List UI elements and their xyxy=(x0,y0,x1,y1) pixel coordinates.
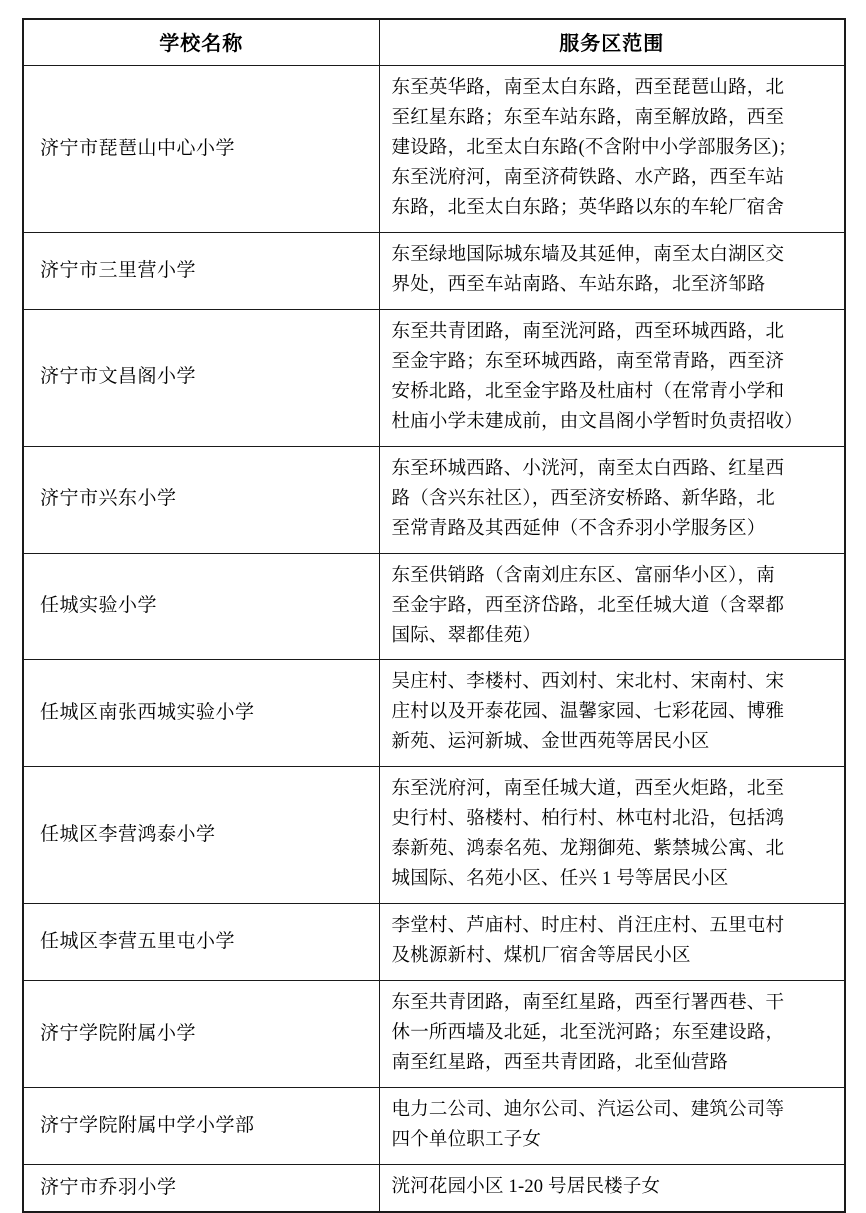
column-header-service-range: 服务区范围 xyxy=(379,19,845,66)
service-range-line: 安桥北路，北至金宇路及杜庙村（在常青小学和 xyxy=(391,381,785,402)
school-name-cell: 济宁市兴东小学 xyxy=(23,446,379,553)
table-row xyxy=(23,446,845,553)
table-row xyxy=(23,904,845,981)
table-row xyxy=(23,309,845,446)
service-range-line: 至金宇路；东至环城西路，南至常青路，西至济 xyxy=(391,351,785,372)
service-range-line: 东至洸府河，南至济荷铁路、水产路，西至车站 xyxy=(391,167,785,188)
service-range-line: 东路，北至太白东路；英华路以东的车轮厂宿舍 xyxy=(391,197,785,218)
service-range-line: 国际、翠都佳苑） xyxy=(391,625,542,646)
service-range-line: 及桃源新村、煤机厂宿舍等居民小区 xyxy=(391,946,691,967)
service-range-line: 至金宇路，西至济岱路，北至任城大道（含翠都 xyxy=(391,595,785,616)
service-range-cell xyxy=(379,553,845,660)
service-range-line: 界处，西至车站南路、车站东路，北至济邹路 xyxy=(391,274,766,295)
service-range-line: 城国际、名苑小区、任兴 1 号等居民小区 xyxy=(391,869,729,890)
school-name-cell: 任城区南张西城实验小学 xyxy=(23,660,379,767)
school-name-cell: 济宁学院附属小学 xyxy=(23,981,379,1088)
service-range-line: 东至环城西路、小洸河，南至太白西路、红星西 xyxy=(391,458,785,479)
service-range-line: 建设路，北至太白东路(不含附中小学部服务区)； xyxy=(391,137,797,158)
service-range-cell xyxy=(379,981,845,1088)
service-range-line: 泰新苑、鸿泰名苑、龙翔御苑、紫禁城公寓、北 xyxy=(391,839,785,860)
service-range-line: 新苑、运河新城、金世西苑等居民小区 xyxy=(391,732,710,753)
service-range-line: 电力二公司、迪尔公司、汽运公司、建筑公司等 xyxy=(391,1100,785,1121)
table-row xyxy=(23,232,845,309)
service-range-line: 四个单位职工子女 xyxy=(391,1130,542,1151)
table-row xyxy=(23,767,845,904)
school-name-cell: 济宁市文昌阁小学 xyxy=(23,309,379,446)
table-body xyxy=(23,66,845,1213)
table-row xyxy=(23,553,845,660)
table-header xyxy=(23,19,845,66)
table-row xyxy=(23,1165,845,1212)
school-name-cell: 济宁市三里营小学 xyxy=(23,232,379,309)
school-name-cell: 济宁学院附属中学小学部 xyxy=(23,1088,379,1165)
service-range-cell xyxy=(379,309,845,446)
service-range-line: 吴庄村、李楼村、西刘村、宋北村、宋南村、宋 xyxy=(391,672,785,693)
service-range-line: 史行村、骆楼村、柏行村、林屯村北沿，包括鸿 xyxy=(391,809,785,830)
column-header-school-name: 学校名称 xyxy=(23,19,379,66)
table-row xyxy=(23,66,845,233)
service-range-cell xyxy=(379,1165,845,1212)
service-range-line: 庄村以及开泰花园、温馨家园、七彩花园、博雅 xyxy=(391,702,785,723)
service-range-line: 洸河花园小区 1-20 号居民楼子女 xyxy=(391,1177,661,1198)
service-range-line: 南至红星路，西至共青团路，北至仙营路 xyxy=(391,1053,729,1074)
service-range-line: 东至共青团路，南至红星路，西至行署西巷、干 xyxy=(391,993,785,1014)
service-range-line: 路（含兴东社区），西至济安桥路、新华路，北 xyxy=(391,488,775,509)
school-name-cell: 任城区李营鸿泰小学 xyxy=(23,767,379,904)
school-name-cell: 济宁市乔羽小学 xyxy=(23,1165,379,1212)
school-name-cell: 济宁市琵琶山中心小学 xyxy=(23,66,379,233)
service-range-line: 至红星东路；东至车站东路，南至解放路，西至 xyxy=(391,107,785,128)
table-row xyxy=(23,981,845,1088)
service-range-cell xyxy=(379,232,845,309)
service-range-cell xyxy=(379,66,845,233)
service-range-cell xyxy=(379,1088,845,1165)
table-row xyxy=(23,660,845,767)
service-range-cell xyxy=(379,446,845,553)
service-range-line: 李堂村、芦庙村、时庄村、肖汪庄村、五里屯村 xyxy=(391,916,785,937)
service-range-line: 休一所西墙及北延，北至洸河路；东至建设路， xyxy=(391,1023,785,1044)
school-name-cell: 任城实验小学 xyxy=(23,553,379,660)
service-range-cell xyxy=(379,767,845,904)
service-range-line: 至常青路及其西延伸（不含乔羽小学服务区） xyxy=(391,518,766,539)
service-range-line: 东至共青团路，南至洸河路，西至环城西路，北 xyxy=(391,321,785,342)
school-service-area-table xyxy=(22,18,846,1213)
service-range-line: 杜庙小学未建成前，由文昌阁小学暂时负责招收） xyxy=(391,411,803,432)
school-name-cell: 任城区李营五里屯小学 xyxy=(23,904,379,981)
table-row xyxy=(23,1088,845,1165)
service-range-cell xyxy=(379,660,845,767)
service-range-line: 东至英华路，南至太白东路，西至琵琶山路，北 xyxy=(391,78,785,98)
service-range-line: 东至供销路（含南刘庄东区、富丽华小区），南 xyxy=(391,565,775,586)
service-range-line: 东至绿地国际城东墙及其延伸，南至太白湖区交 xyxy=(391,244,785,265)
service-range-cell xyxy=(379,904,845,981)
service-range-line: 东至洸府河，南至任城大道，西至火炬路，北至 xyxy=(391,779,785,800)
table-header-row xyxy=(23,19,845,66)
